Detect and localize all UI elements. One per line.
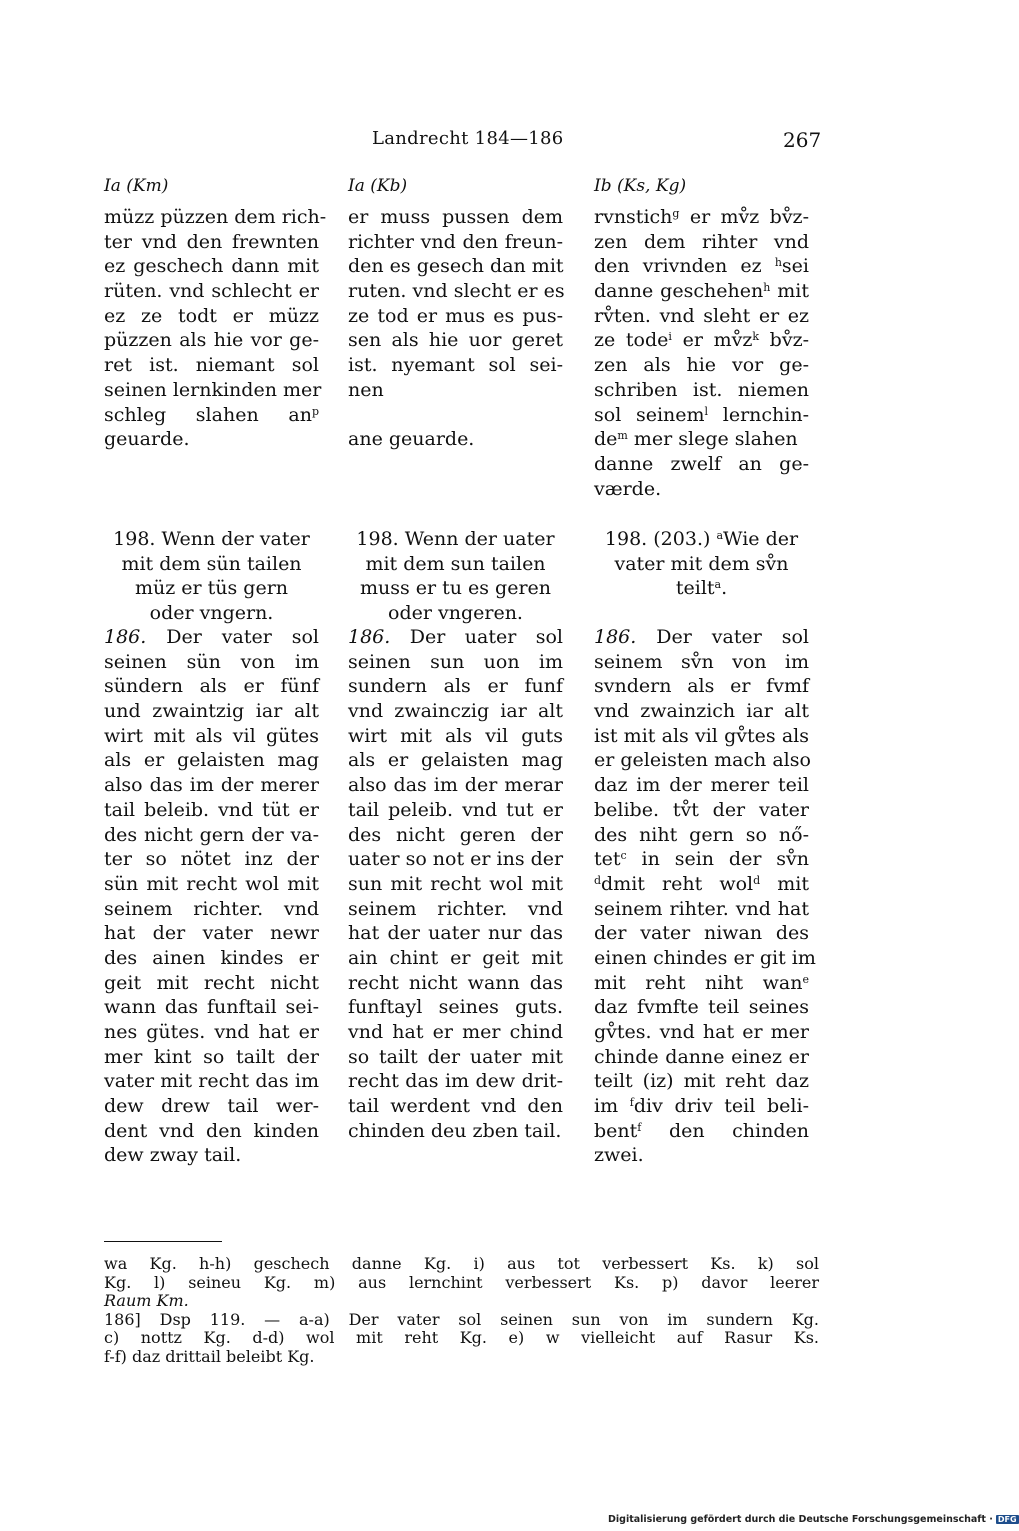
text-line: als er gelaisten mag [104, 749, 319, 772]
text-line: ter so nötet inz der [104, 848, 319, 871]
text-line: seinem sv̊n von im [594, 650, 809, 673]
text-line: belibe. tv̊t der vater [594, 798, 809, 821]
rubric-line: 198. Wenn der vater [113, 528, 310, 550]
text-line: einen chindes er git im [594, 946, 816, 969]
credit-text: Digitalisierung gefördert durch die Deutsche Forschungsgemeinschaft · [608, 1514, 993, 1525]
footnote-line: c) nottz Kg. d-d) wol mit reht Kg. e) w vielleicht auf Rasur Ks. [104, 1328, 819, 1347]
footnote-line: 186] Dsp 119. — a-a) Der vater sol seinen sun von im sundern Kg. [104, 1309, 819, 1329]
text-line: wirt mit als vil gütes [104, 724, 319, 747]
text-line: den es gesech dan mit [348, 255, 564, 278]
text-line: 186. Der uater sol [348, 626, 563, 648]
footnote-line: Raum Km. [104, 1291, 189, 1310]
text-line: hat der vater newr [104, 922, 319, 945]
text-line: dew zway tail. [104, 1144, 242, 1167]
text-line: richter vnd den freun- [348, 230, 563, 253]
text-line: sündern als er fünf [104, 675, 319, 698]
paragraph-number: 186. [104, 626, 147, 648]
rubric-line: 198. (203.) $^a$Wie der [604, 528, 799, 550]
manuscript-label-ks-kg: Ib (Ks, Kg) [594, 176, 687, 196]
text-line: zen als hie vor ge- [594, 354, 809, 377]
text-line: mer kint so tailt der [104, 1045, 319, 1068]
text-line: geit mit recht nicht [104, 971, 319, 994]
text-line: als er gelaisten mag [348, 749, 563, 772]
text-line: dew drew tail wer- [104, 1095, 319, 1118]
column-2-top-text [348, 205, 563, 452]
text-line: und zwaintzig iar alt [104, 700, 319, 723]
text-line: er geleisten mach also [594, 749, 811, 772]
rubric-line: mit dem sun tailen [365, 552, 546, 575]
rubric-line: teilt$^a$. [675, 577, 728, 600]
footnotes [104, 1255, 819, 1366]
text-line: bent$^f$ den chinden [594, 1119, 809, 1142]
text-line: svndern als er fvmf [594, 675, 809, 698]
page-number: 267 [783, 128, 822, 152]
text-line: seinem rihter. vnd hat [594, 897, 809, 920]
paragraph-number: 186. [348, 626, 391, 648]
text-line: mit reht niht wan$^e$ [594, 971, 809, 994]
text-line: ret ist. niemant sol [104, 354, 319, 377]
text-line: ist. nyemant sol sei- [348, 354, 563, 377]
column-2-body-text [348, 625, 563, 1143]
text-line: des nicht gern der va- [104, 823, 319, 846]
text-line: daz im der merer teil [594, 774, 809, 797]
text-line: værde. [594, 477, 662, 500]
text-line: schleg slahen $an^p$ [104, 403, 319, 426]
column-1-top-text [104, 205, 327, 452]
text-line: nen [348, 378, 384, 401]
text-line: rvnstich$^g$ er mv̊z bv̊z- [594, 206, 809, 228]
footnote-line: Kg. l) seineu Kg. m) aus lernchint verbessert Ks. p) davor leerer [104, 1272, 819, 1292]
text-line: ain chint er geit mit [348, 946, 563, 969]
text-line: schriben ist. niemen [594, 378, 809, 401]
text-line: recht das im dew drit- [348, 1070, 563, 1093]
text-line: wann das funftail sei- [104, 996, 319, 1019]
rubric-line: oder vngern. [149, 602, 274, 625]
rubric-line: mit dem sün tailen [121, 552, 302, 575]
footnote-line: wa Kg. h-h) geschech danne Kg. i) aus tot verbessert Ks. k) sol [104, 1254, 819, 1273]
text-line: hat der uater nur das [348, 922, 563, 945]
text-line: tail peleib. vnd tut er [348, 798, 563, 821]
text-line: daz fvmfte teil seines [594, 996, 809, 1019]
text-line: so tailt der uater mit [348, 1045, 563, 1068]
text-line: vnd zwainczig iar alt [348, 700, 563, 723]
text-line: zwei. [594, 1144, 644, 1167]
text-line: zen dem rihter vnd [594, 230, 809, 253]
rubric-line: 198. Wenn der uater [356, 528, 555, 550]
text-line: tail beleib. vnd tüt er [104, 798, 319, 821]
blank-line [348, 403, 563, 428]
text-line: vnd zwainzich iar alt [594, 700, 809, 723]
text-line: ze tode$^i$ er $mv̊z^k$ bv̊z- [594, 329, 809, 352]
text-line: tet$^c$ in sein der sv̊n [594, 848, 809, 871]
text-line: ze tod er mus es pus- [348, 304, 563, 327]
text-line: sundern als er funf [348, 675, 563, 698]
rubric-line: vater mit dem sv̊n [614, 552, 789, 575]
text-line: ez geschech dann mit [104, 255, 319, 278]
text-line: sun mit recht wol mit [348, 872, 563, 895]
text-line: geuarde. [104, 428, 190, 451]
text-line: 186. Der vater sol [594, 626, 809, 648]
rubric-line: muss er tu es geren [359, 577, 552, 600]
text-line: 186. Der vater sol [104, 626, 319, 648]
text-line: püzzen als hie vor ge- [104, 329, 319, 352]
text-line: seinen sun uon im [348, 650, 563, 673]
rubric-line: müz er tüs gern [134, 577, 289, 600]
text-line: der vater niwan des [594, 922, 809, 945]
text-line: wirt mit als vil guts [348, 724, 563, 747]
text-line: müzz püzzen dem rich- [104, 206, 327, 228]
text-line: chinde danne einez er [594, 1045, 809, 1068]
page-header [0, 128, 1000, 158]
text-line: sün mit recht wol mit [104, 872, 319, 895]
text-line: im $^f$div driv teil beli- [594, 1095, 809, 1118]
text-line: rüten. vnd schlecht er [104, 280, 319, 303]
text-line: ist mit als vil gv̊tes als [594, 724, 809, 747]
manuscript-label-kb: Ia (Kb) [348, 176, 408, 196]
column-1-body-text [104, 625, 319, 1168]
text-line: vater mit recht das im [104, 1070, 319, 1093]
text-line: tail werdent vnd den [348, 1095, 563, 1118]
column-2-rubric [348, 527, 563, 626]
rubric-line: oder vngeren. [388, 602, 523, 625]
text-line: chinden deu zben tail. [348, 1119, 562, 1142]
dfg-logo-icon: DFG [997, 1515, 1017, 1524]
text-line: recht nicht wann das [348, 971, 563, 994]
text-line: den vrivnden ez $^h$sei [594, 255, 809, 278]
text-line: uater so not er ins der [348, 848, 564, 871]
text-line: teilt (iz) mit reht daz [594, 1070, 809, 1093]
text-line: $de^m$ mer slege slahen [594, 428, 798, 451]
text-line: rv̊ten. vnd sleht er ez [594, 304, 809, 327]
column-3-rubric [594, 527, 809, 601]
text-line: vnd hat er mer chind [348, 1021, 563, 1043]
running-title: Landrecht 184—186 [372, 128, 564, 149]
text-line: ter vnd den frewnten [104, 230, 319, 253]
text-line: nes gütes. vnd hat er [104, 1021, 319, 1043]
text-line: seinen lernkinden mer [104, 378, 322, 401]
column-1-rubric [104, 527, 319, 626]
text-line: also das im der merer [104, 774, 319, 797]
footnote-line: f-f) daz drittail beleibt Kg. [104, 1346, 315, 1366]
text-line: danne zwelf an ge- [594, 452, 809, 475]
text-line: seinem richter. vnd [348, 897, 563, 920]
paragraph-number: 186. [594, 626, 637, 648]
manuscript-label-km: Ia (Km) [104, 176, 169, 196]
text-line: des niht gern so nő- [594, 823, 809, 846]
text-line: des ainen kindes er [104, 946, 319, 969]
text-line: $^d$dmit reht wol$^d$ mit [594, 872, 809, 895]
text-line: des nicht geren der [348, 823, 563, 846]
text-line: sol seinem$^l$ lernchin- [594, 403, 810, 426]
footnote-divider [104, 1241, 222, 1242]
column-3-top-text [594, 205, 809, 501]
text-line: er muss pussen dem [348, 206, 563, 228]
text-line: ane geuarde. [348, 428, 475, 451]
text-line: gv̊tes. vnd hat er mer [594, 1021, 809, 1043]
text-line: funftayl seines guts. [348, 996, 563, 1019]
text-line: danne geschehen$^h$ mit [594, 280, 809, 303]
column-3-body-text [594, 625, 816, 1168]
text-line: also das im der merar [348, 774, 563, 797]
digitization-credit [608, 1514, 1019, 1525]
text-line: dent vnd den kinden [104, 1119, 319, 1142]
text-line: seinem richter. vnd [104, 897, 319, 920]
text-line: seinen sün von im [104, 650, 319, 673]
text-line: ez ze todt er müzz [104, 304, 319, 327]
text-line: ruten. vnd slecht er es [348, 280, 565, 303]
text-line: sen als hie uor geret [348, 329, 563, 352]
